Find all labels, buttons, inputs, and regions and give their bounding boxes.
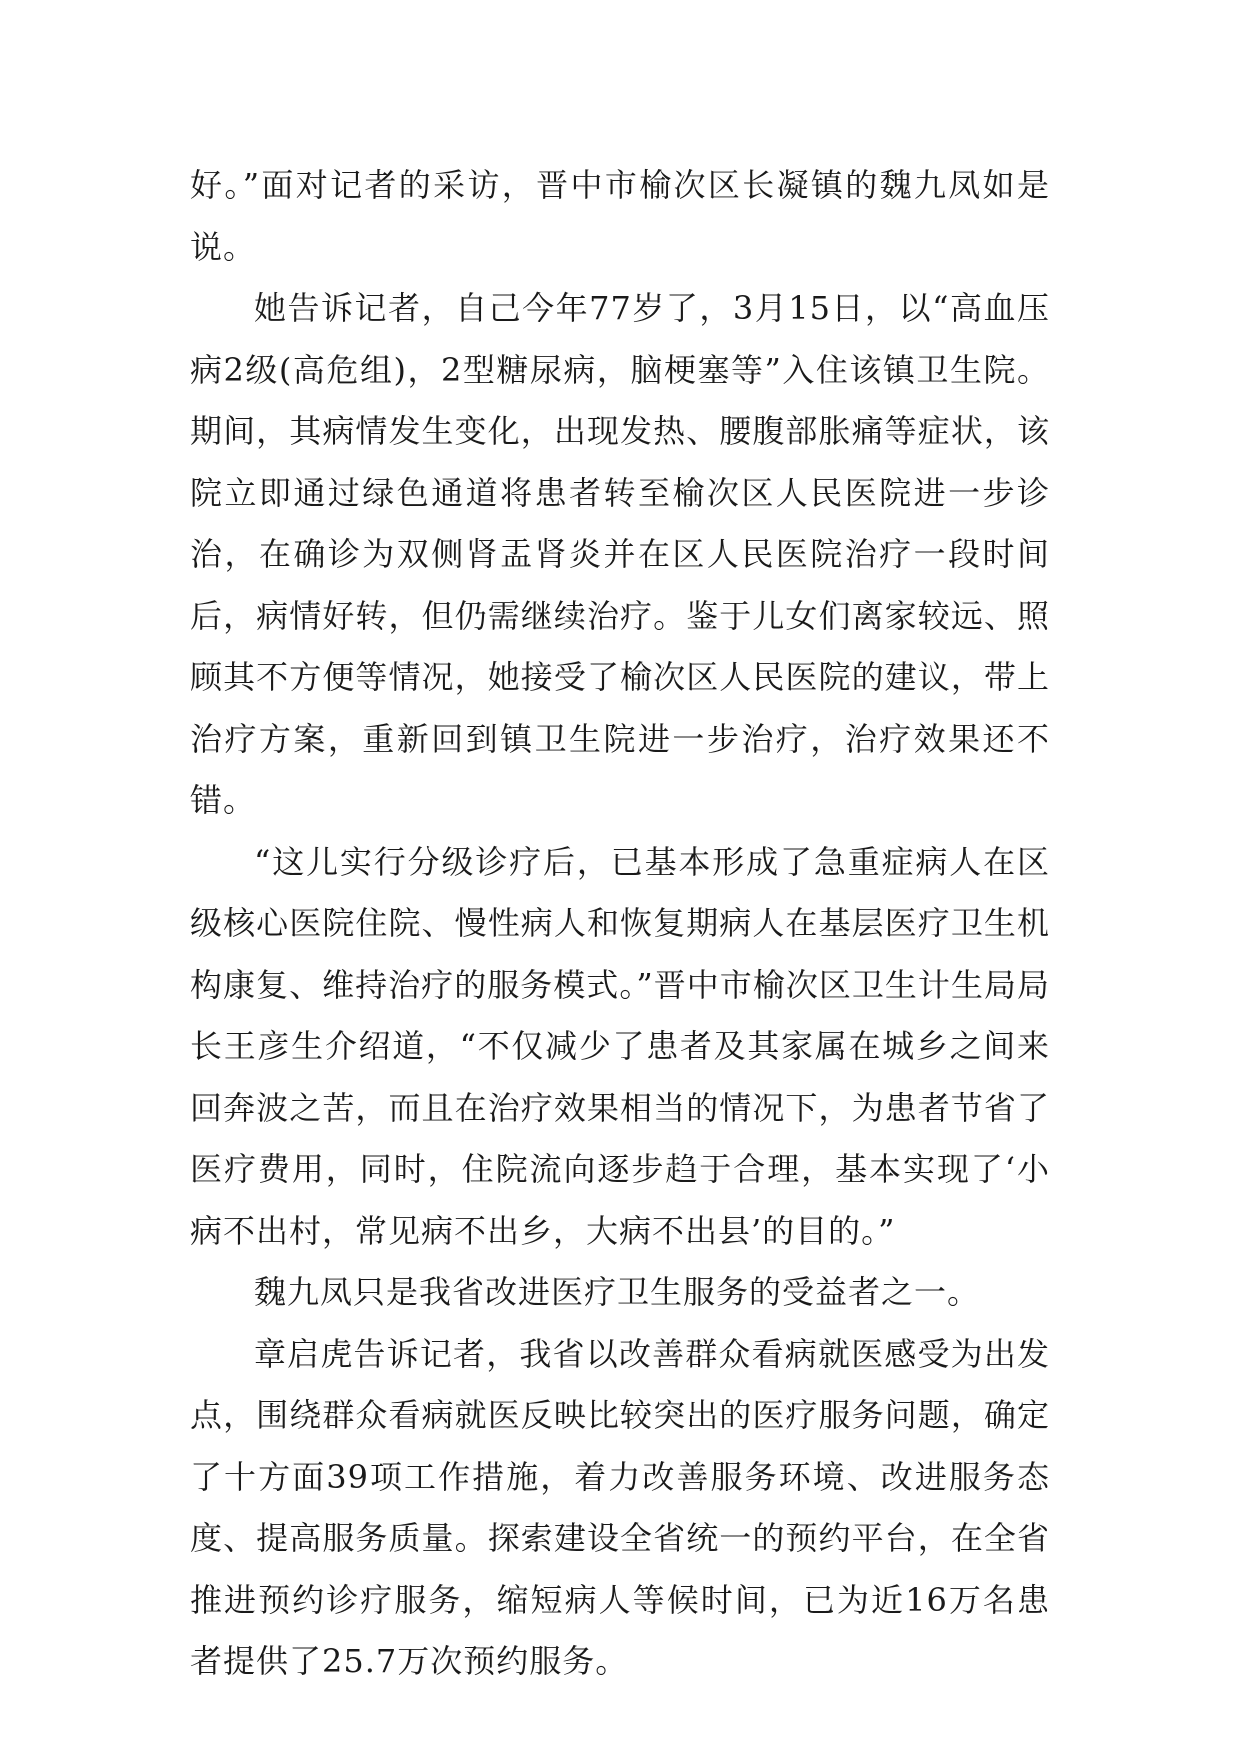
paragraph-1: 好。”面对记者的采访，晋中市榆次区长凝镇的魏九凤如是说。	[190, 166, 1050, 266]
paragraph-3: “这儿实行分级诊疗后，已基本形成了急重症病人在区级核心医院住院、慢性病人和恢复期病人在基层医疗卫生机构康复、维持治疗的服务模式。”晋中市榆次区卫生计生局局长王彦生介绍道，“不仅减少了患者及其家属在城乡之间来回奔波之苦，而且在治疗效果相当的情况下，为患者节省了医疗费用，同时，住院流向逐步趋于合理，基本实现了‘小病不出村，常见病不出乡，大病不出县’的目的。”	[190, 842, 1050, 1250]
article-body	[190, 155, 1050, 1693]
paragraph-2: 她告诉记者，自己今年77岁了，3月15日，以“高血压病2级(高危组)，2型糖尿病，脑梗塞等”入住该镇卫生院。期间，其病情发生变化，出现发热、腰腹部胀痛等症状，该院立即通过绿色通道将患者转至榆次区人民医院进一步诊治，在确诊为双侧肾盂肾炎并在区人民医院治疗一段时间后，病情好转，但仍需继续治疗。鉴于儿女们离家较远、照顾其不方便等情况，她接受了榆次区人民医院的建议，带上治疗方案，重新回到镇卫生院进一步治疗，治疗效果还不错。	[190, 289, 1050, 819]
paragraph-4: 魏九凤只是我省改进医疗卫生服务的受益者之一。	[254, 1273, 981, 1311]
paragraph-5: 章启虎告诉记者，我省以改善群众看病就医感受为出发点，围绕群众看病就医反映比较突出的医疗服务问题，确定了十方面39项工作措施，着力改善服务环境、改进服务态度、提高服务质量。探索建设全省统一的预约平台，在全省推进预约诊疗服务，缩短病人等候时间，已为近16万名患者提供了25.7万次预约服务。	[190, 1334, 1050, 1680]
